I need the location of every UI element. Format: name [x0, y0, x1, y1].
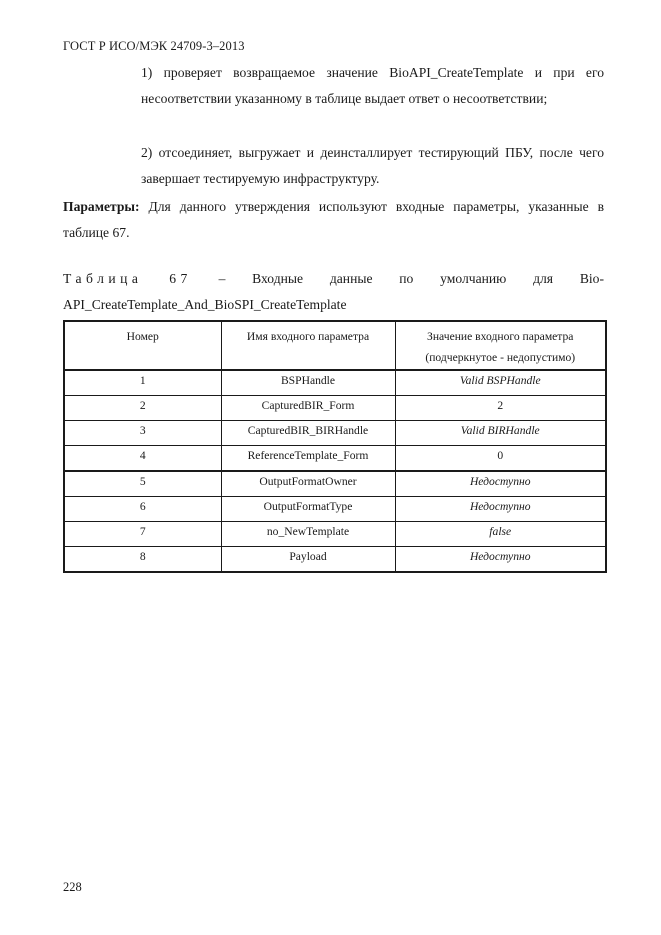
cell-name: Payload: [221, 547, 395, 573]
table-row: [64, 522, 606, 547]
header-name: Имя входного параметра: [221, 321, 395, 370]
table-row: [64, 547, 606, 573]
caption-word: данные: [329, 271, 373, 286]
cell-value: 0: [395, 446, 606, 472]
cell-name: CapturedBIR_Form: [221, 396, 395, 421]
table-row: [64, 421, 606, 446]
table-row: [64, 471, 606, 497]
table-row: [64, 446, 606, 472]
cell-value: Недоступно: [395, 547, 606, 573]
caption-word: Входные: [252, 271, 304, 286]
cell-value: Недоступно: [395, 471, 606, 497]
cell-name: no_NewTemplate: [221, 522, 395, 547]
header-number: Номер: [64, 321, 221, 370]
cell-number: 8: [64, 547, 221, 573]
cell-number: 2: [64, 396, 221, 421]
cell-number: 3: [64, 421, 221, 446]
caption-number: 67: [169, 271, 192, 286]
cell-name: ReferenceTemplate_Form: [221, 446, 395, 472]
caption-label: Таблица: [63, 271, 143, 286]
table-caption: [63, 266, 604, 318]
table-row: [64, 396, 606, 421]
caption-dash: –: [218, 271, 226, 286]
page-number: 228: [63, 880, 82, 894]
cell-name: OutputFormatOwner: [221, 471, 395, 497]
cell-number: 4: [64, 446, 221, 472]
cell-number: 6: [64, 497, 221, 522]
cell-number: 5: [64, 471, 221, 497]
list-item-1: 1) проверяет возвращаемое значение BioAPI_CreateTemplate и при его несоответствии указанному в таблице выдает ответ о несоответствии;: [141, 65, 604, 106]
parameters-text: Для данного утверждения используют входные параметры, указанные в таблице 67.: [63, 199, 604, 240]
parameters-label: Параметры:: [63, 199, 140, 214]
table-header-row: [64, 321, 606, 370]
table-caption-line-1: [63, 266, 604, 292]
parameters-table: [63, 320, 607, 573]
table-row: [64, 497, 606, 522]
caption-word: по: [399, 271, 414, 286]
cell-name: BSPHandle: [221, 370, 395, 396]
cell-value: false: [395, 522, 606, 547]
cell-name: CapturedBIR_BIRHandle: [221, 421, 395, 446]
cell-number: 1: [64, 370, 221, 396]
table-row: [64, 370, 606, 396]
caption-word: для: [533, 271, 554, 286]
parameters-paragraph: [63, 194, 604, 246]
cell-value: 2: [395, 396, 606, 421]
cell-value: Недоступно: [395, 497, 606, 522]
cell-value: Valid BIRHandle: [395, 421, 606, 446]
header-value: Значение входного параметра (подчеркнутое - недопустимо): [395, 321, 606, 370]
cell-name: OutputFormatType: [221, 497, 395, 522]
document-header: ГОСТ Р ИСО/МЭК 24709-3–2013: [63, 39, 245, 53]
table-caption-line-2: API_CreateTemplate_And_BioSPI_CreateTemplate: [63, 297, 347, 312]
cell-value: Valid BSPHandle: [395, 370, 606, 396]
caption-word: умолчанию: [440, 271, 507, 286]
caption-word: Bio-: [579, 271, 604, 286]
cell-number: 7: [64, 522, 221, 547]
list-item-2: 2) отсоединяет, выгружает и деинсталлирует тестирующий ПБУ, после чего завершает тестируемую инфраструктуру.: [141, 145, 604, 186]
